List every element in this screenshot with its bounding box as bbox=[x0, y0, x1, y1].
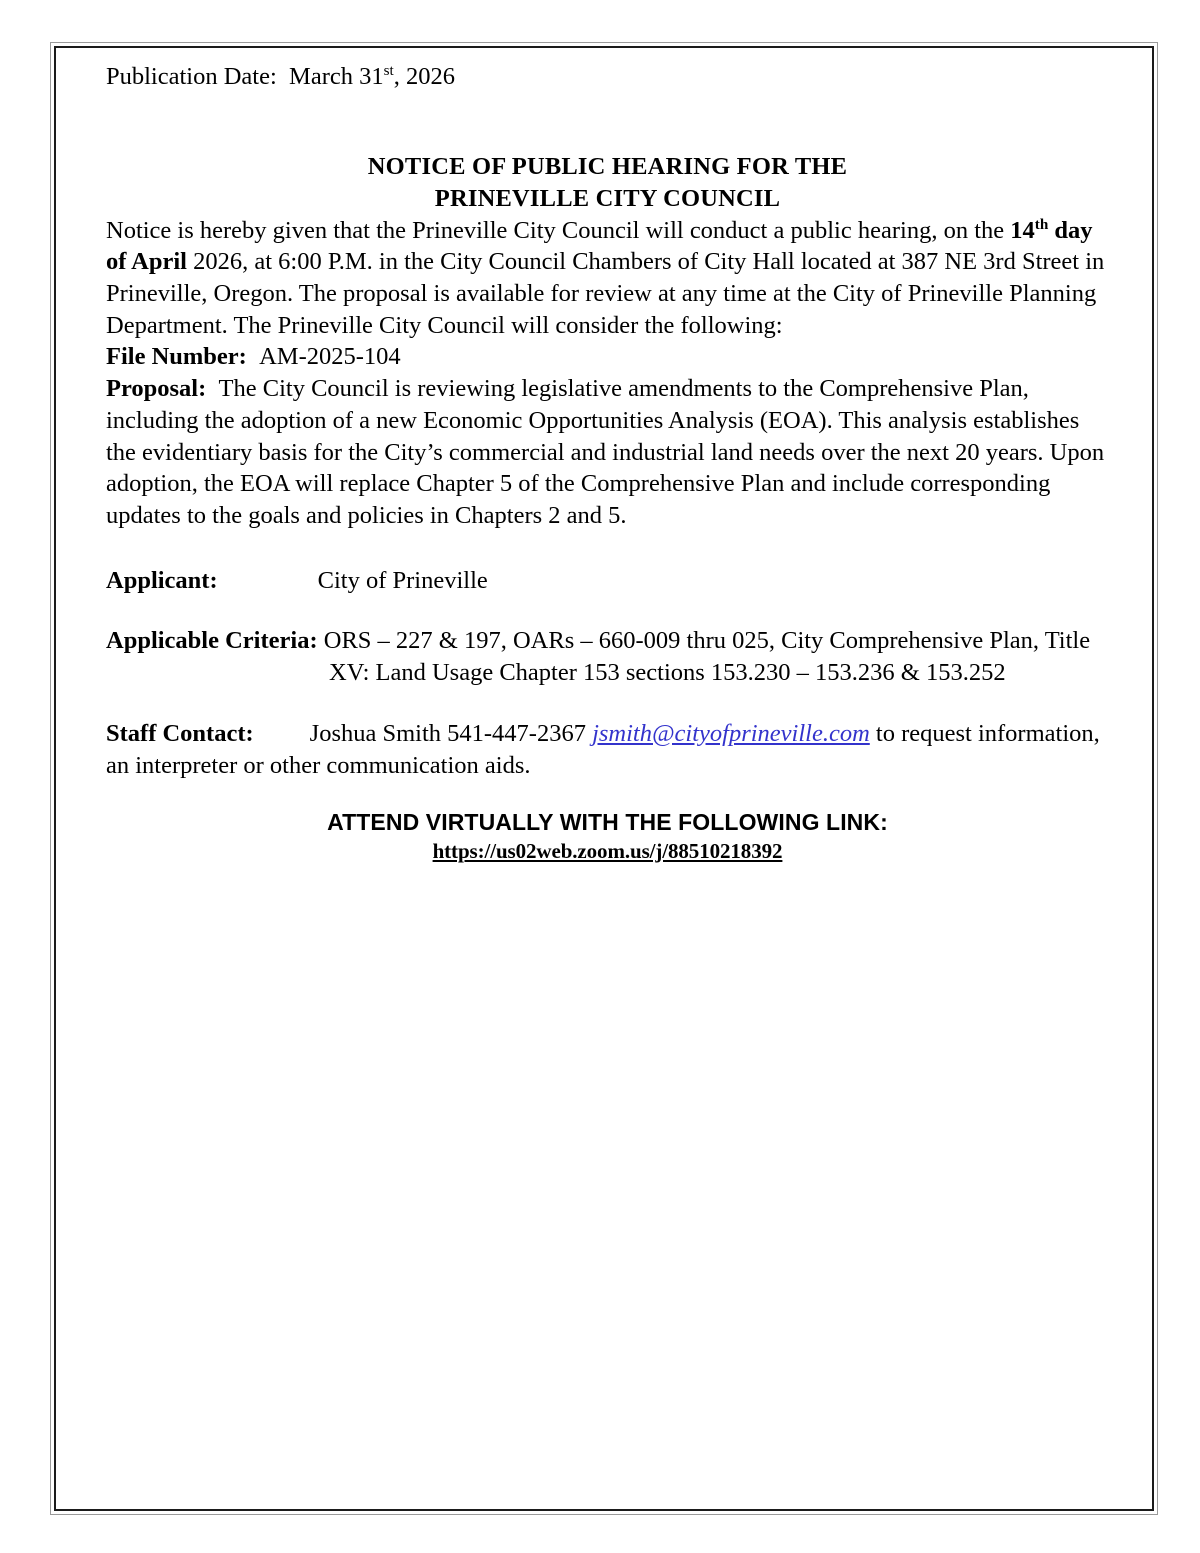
proposal-paragraph bbox=[106, 373, 1109, 532]
criteria-label: Applicable Criteria: bbox=[106, 627, 318, 655]
page-border-inner bbox=[54, 46, 1154, 1511]
intro-text-part-1: Notice is hereby given that the Prineville City Council will conduct a public hearing, on the bbox=[106, 216, 1011, 244]
criteria-row bbox=[106, 625, 1109, 688]
intro-day-number: 14 bbox=[1010, 216, 1035, 244]
proposal-label: Proposal: bbox=[106, 375, 207, 403]
publication-date-value: March 31 bbox=[289, 63, 384, 90]
staff-contact-block bbox=[106, 718, 1109, 781]
intro-text-part-2: 2026, at 6:00 P.M. in the City Council Chambers of City Hall located at 387 NE 3rd Street in Prineville, Oregon. The proposal is available for review at any time at the City of Prineville Planning Department. The Prineville City Council will consider the following: bbox=[106, 248, 1105, 339]
publication-date-line bbox=[106, 62, 1109, 93]
file-number-label: File Number: bbox=[106, 343, 247, 371]
attend-virtually-heading: ATTEND VIRTUALLY WITH THE FOLLOWING LINK: bbox=[327, 809, 888, 836]
staff-contact-row bbox=[106, 718, 1109, 781]
staff-contact-email-link[interactable]: jsmith@cityofprineville.com bbox=[592, 719, 870, 747]
file-number-row bbox=[106, 341, 1109, 373]
staff-contact-trailing-text: to request information, an interpreter or other communication aids. bbox=[106, 719, 1100, 779]
intro-paragraph bbox=[106, 215, 1109, 342]
page-title-line-2: PRINEVILLE CITY COUNCIL bbox=[434, 184, 781, 212]
proposal-text: The City Council is reviewing legislative amendments to the Comprehensive Plan, including the adoption of a new Economic Opportunities Analysis (EOA). This analysis establishes the evidentiary basis for the City’s commercial and industrial land needs over the next 20 years. Upon adoption, the EOA will replace Chapter 5 of the Comprehensive Plan and include corresponding updates to the goals and policies in Chapters 2 and 5. bbox=[106, 375, 1105, 530]
intro-day-rest: day of April bbox=[106, 216, 1093, 276]
criteria-value: ORS – 227 & 197, OARs – 660-009 thru 025, City Comprehensive Plan, Title XV: Land Usage Chapter 153 sections 153.230 – 153.236 & 153.252 bbox=[323, 627, 1091, 687]
document-content bbox=[106, 62, 1109, 864]
zoom-meeting-link[interactable]: https://us02web.zoom.us/j/88510218392 bbox=[432, 838, 783, 863]
page-title bbox=[106, 151, 1109, 215]
publication-date-year: , 2026 bbox=[393, 63, 456, 90]
page-border-outer bbox=[50, 42, 1158, 1515]
file-number-value: AM-2025-104 bbox=[259, 343, 401, 371]
applicant-row bbox=[106, 565, 1109, 597]
applicant-value: City of Prineville bbox=[317, 566, 488, 594]
zoom-link-wrapper bbox=[106, 839, 1109, 864]
staff-contact-label: Staff Contact: bbox=[106, 719, 254, 747]
publication-date-suffix: st bbox=[383, 61, 394, 79]
publication-date-label: Publication Date: bbox=[106, 63, 277, 90]
page-title-line-1: NOTICE OF PUBLIC HEARING FOR THE bbox=[367, 152, 848, 180]
criteria-hanging-block bbox=[106, 625, 1109, 688]
applicant-label: Applicant: bbox=[106, 566, 218, 594]
staff-contact-name-phone: Joshua Smith 541-447-2367 bbox=[309, 719, 593, 747]
intro-day-suffix: th bbox=[1034, 215, 1049, 233]
